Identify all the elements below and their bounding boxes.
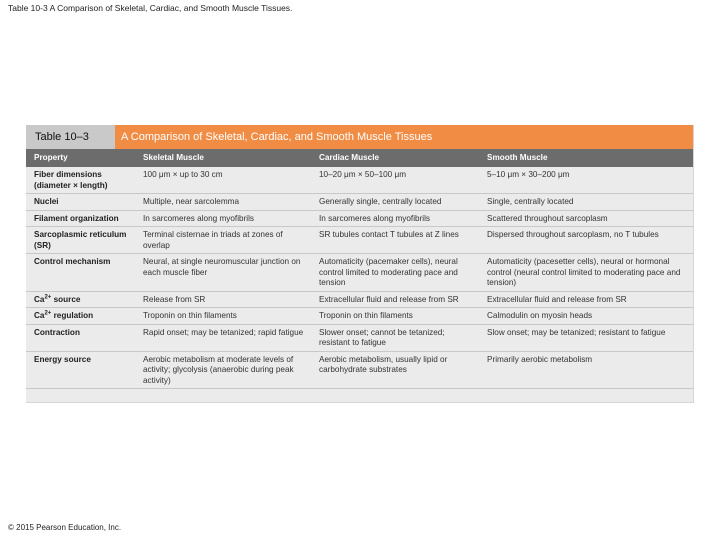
- row-property: Nuclei: [26, 194, 135, 211]
- table-row: [26, 227, 693, 254]
- table-row: [26, 308, 693, 325]
- cell-cardiac: Extracellular fluid and release from SR: [311, 291, 479, 308]
- header-smooth: Smooth Muscle: [479, 149, 693, 167]
- table-row: [26, 167, 693, 194]
- cell-smooth: 5–10 μm × 30–200 μm: [479, 167, 693, 194]
- table-row: [26, 254, 693, 292]
- table-caption: A Comparison of Skeletal, Cardiac, and Smooth Muscle Tissues: [121, 131, 433, 143]
- cell-skeletal: Multiple, near sarcolemma: [135, 194, 311, 211]
- ca-charge: 2+: [44, 310, 52, 317]
- cell-skeletal: Rapid onset; may be tetanized; rapid fatigue: [135, 324, 311, 351]
- table-number-label: Table 10–3: [26, 125, 115, 149]
- table-row: [26, 324, 693, 351]
- copyright-notice: © 2015 Pearson Education, Inc.: [8, 523, 122, 532]
- table-title-bar: [26, 125, 693, 149]
- cell-smooth: Primarily aerobic metabolism: [479, 351, 693, 389]
- cell-smooth: Automaticity (pacesetter cells), neural or hormonal control (neural control limited to moderating pace and tension): [479, 254, 693, 292]
- cell-smooth: Extracellular fluid and release from SR: [479, 291, 693, 308]
- cell-skeletal: Aerobic metabolism at moderate levels of activity; glycolysis (anaerobic during peak activity): [135, 351, 311, 389]
- header-cardiac: Cardiac Muscle: [311, 149, 479, 167]
- cell-skeletal: In sarcomeres along myofibrils: [135, 210, 311, 227]
- cell-cardiac: Aerobic metabolism, usually lipid or carbohydrate substrates: [311, 351, 479, 389]
- cell-cardiac: Troponin on thin filaments: [311, 308, 479, 325]
- property-suffix: source: [51, 294, 81, 304]
- row-property: Filament organization: [26, 210, 135, 227]
- row-property: [26, 308, 135, 325]
- row-property: Energy source: [26, 351, 135, 389]
- row-property: Contraction: [26, 324, 135, 351]
- cell-cardiac: Automaticity (pacemaker cells), neural control limited to moderating pace and tension: [311, 254, 479, 292]
- cell-skeletal: Release from SR: [135, 291, 311, 308]
- table-row: [26, 351, 693, 389]
- muscle-comparison-table: [26, 149, 693, 389]
- cell-smooth: Dispersed throughout sarcoplasm, no T tubules: [479, 227, 693, 254]
- row-property: [26, 291, 135, 308]
- ca-symbol: Ca: [34, 311, 45, 320]
- cell-cardiac: Slower onset; cannot be tetanized; resistant to fatigue: [311, 324, 479, 351]
- cell-cardiac: In sarcomeres along myofibrils: [311, 210, 479, 227]
- cell-smooth: Slow onset; may be tetanized; resistant to fatigue: [479, 324, 693, 351]
- cell-skeletal: Neural, at single neuromuscular junction on each muscle fiber: [135, 254, 311, 292]
- ca-charge: 2+: [44, 293, 52, 300]
- cell-cardiac: Generally single, centrally located: [311, 194, 479, 211]
- slide-title: Table 10-3 A Comparison of Skeletal, Cardiac, and Smooth Muscle Tissues.: [8, 3, 293, 13]
- cell-skeletal: Terminal cisternae in triads at zones of overlap: [135, 227, 311, 254]
- header-property: Property: [26, 149, 135, 167]
- comparison-table-figure: [26, 125, 694, 403]
- table-row: [26, 194, 693, 211]
- cell-smooth: Single, centrally located: [479, 194, 693, 211]
- table-row: [26, 210, 693, 227]
- table-row: [26, 291, 693, 308]
- cell-cardiac: 10–20 μm × 50–100 μm: [311, 167, 479, 194]
- table-header-row: [26, 149, 693, 167]
- row-property: Fiber dimensions (diameter × length): [26, 167, 135, 194]
- row-property: Sarcoplasmic reticulum (SR): [26, 227, 135, 254]
- property-suffix: regulation: [51, 311, 94, 320]
- cell-smooth: Calmodulin on myosin heads: [479, 308, 693, 325]
- cell-skeletal: 100 μm × up to 30 cm: [135, 167, 311, 194]
- cell-skeletal: Troponin on thin filaments: [135, 308, 311, 325]
- cell-cardiac: SR tubules contact T tubules at Z lines: [311, 227, 479, 254]
- header-skeletal: Skeletal Muscle: [135, 149, 311, 167]
- ca-symbol: Ca: [34, 294, 45, 304]
- cell-smooth: Scattered throughout sarcoplasm: [479, 210, 693, 227]
- row-property: Control mechanism: [26, 254, 135, 292]
